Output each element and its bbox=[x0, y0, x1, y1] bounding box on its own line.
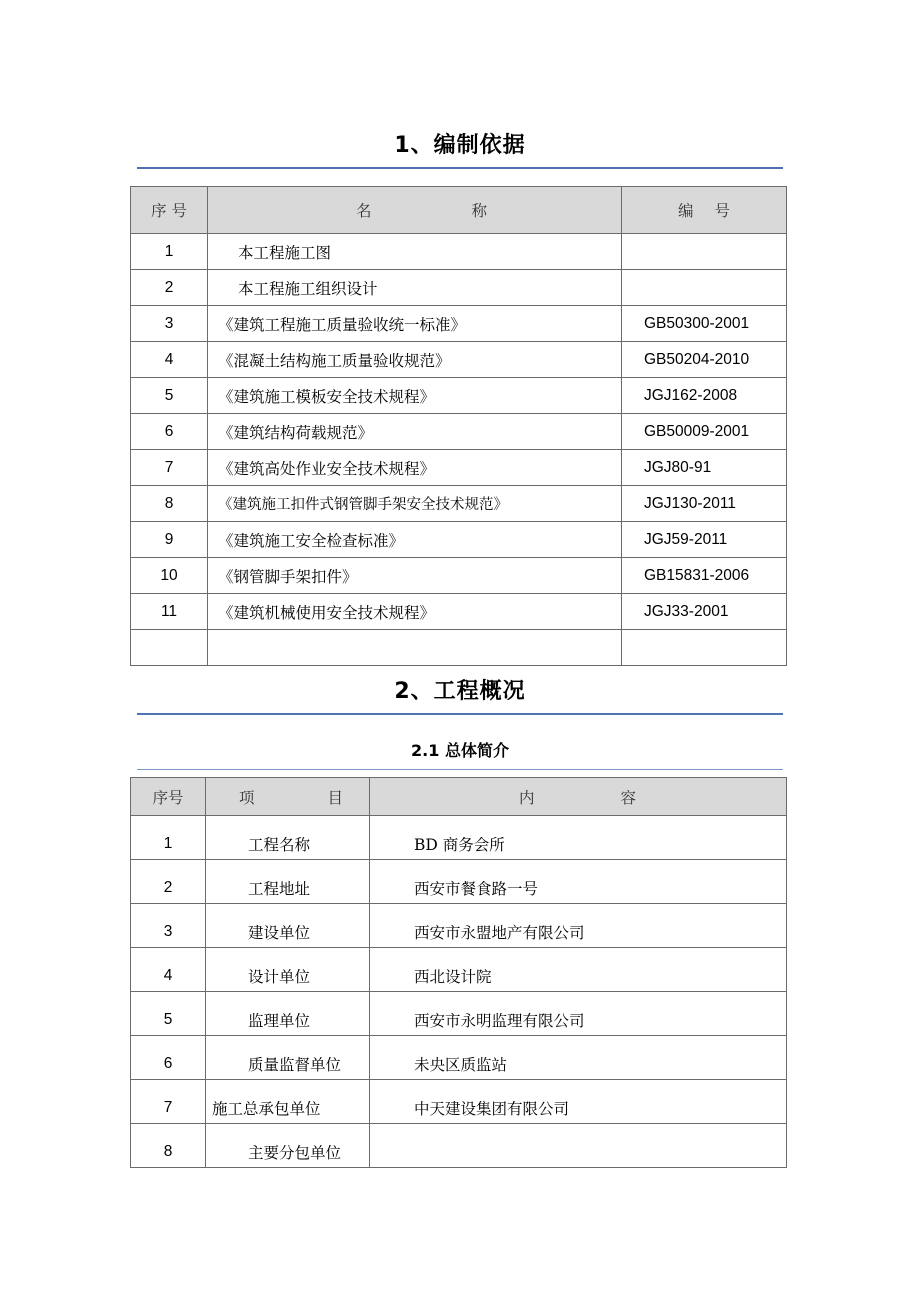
table-row bbox=[131, 342, 787, 378]
subsection-title: 2.1 总体简介 bbox=[411, 741, 509, 760]
row-item: 质量监督单位 bbox=[206, 1036, 370, 1080]
row-code: JGJ33-2001 bbox=[622, 594, 787, 630]
table-row bbox=[131, 948, 787, 992]
table-row bbox=[131, 522, 787, 558]
row-no bbox=[131, 630, 208, 666]
row-content: 西北设计院 bbox=[370, 948, 787, 992]
row-name: 《建筑工程施工质量验收统一标准》 bbox=[208, 306, 622, 342]
header-content bbox=[370, 778, 787, 816]
table-header-row bbox=[131, 778, 787, 816]
table-header-row bbox=[131, 187, 787, 234]
row-item: 设计单位 bbox=[206, 948, 370, 992]
row-code: JGJ80-91 bbox=[622, 450, 787, 486]
row-name: 《钢管脚手架扣件》 bbox=[208, 558, 622, 594]
header-code-right: 号 bbox=[714, 202, 730, 220]
row-code: GB15831-2006 bbox=[622, 558, 787, 594]
row-code bbox=[622, 630, 787, 666]
row-name: 《建筑施工安全检查标准》 bbox=[208, 522, 622, 558]
table-row bbox=[131, 378, 787, 414]
header-no: 序 号 bbox=[131, 187, 208, 234]
header-name-right: 称 bbox=[471, 202, 487, 220]
table-row bbox=[131, 904, 787, 948]
row-code: JGJ130-2011 bbox=[622, 486, 787, 522]
section-1-title: 1、编制依据 bbox=[394, 133, 526, 158]
reference-standards-table bbox=[130, 186, 787, 666]
row-code: JGJ59-2011 bbox=[622, 522, 787, 558]
header-code bbox=[622, 187, 787, 234]
row-item: 主要分包单位 bbox=[206, 1124, 370, 1168]
project-overview-table bbox=[130, 777, 787, 1168]
row-content: 中天建设集团有限公司 bbox=[370, 1080, 787, 1124]
row-item: 建设单位 bbox=[206, 904, 370, 948]
row-name: 本工程施工图 bbox=[208, 234, 622, 270]
section-2-divider bbox=[137, 713, 783, 715]
row-no: 2 bbox=[131, 270, 208, 306]
row-code: GB50009-2001 bbox=[622, 414, 787, 450]
row-no: 4 bbox=[131, 342, 208, 378]
table-row bbox=[131, 270, 787, 306]
table-row bbox=[131, 860, 787, 904]
row-name: 《建筑机械使用安全技术规程》 bbox=[208, 594, 622, 630]
row-name: 《建筑施工模板安全技术规程》 bbox=[208, 378, 622, 414]
row-name: 《建筑施工扣件式钢管脚手架安全技术规范》 bbox=[208, 486, 622, 522]
table-row bbox=[131, 414, 787, 450]
row-no: 1 bbox=[131, 234, 208, 270]
header-item-right: 目 bbox=[327, 788, 343, 807]
row-no: 5 bbox=[131, 992, 206, 1036]
header-item bbox=[206, 778, 370, 816]
table-row bbox=[131, 1080, 787, 1124]
table-row bbox=[131, 816, 787, 860]
row-content: 西安市永明监理有限公司 bbox=[370, 992, 787, 1036]
row-item: 监理单位 bbox=[206, 992, 370, 1036]
header-no: 序号 bbox=[131, 778, 206, 816]
row-content: 西安市餐食路一号 bbox=[370, 860, 787, 904]
row-no: 5 bbox=[131, 378, 208, 414]
section-2-title: 2、工程概况 bbox=[394, 679, 526, 704]
table-row bbox=[131, 234, 787, 270]
row-no: 3 bbox=[131, 904, 206, 948]
table-row bbox=[131, 486, 787, 522]
row-no: 7 bbox=[131, 1080, 206, 1124]
row-name: 《混凝土结构施工质量验收规范》 bbox=[208, 342, 622, 378]
table-row bbox=[131, 594, 787, 630]
row-content: BD 商务会所 bbox=[370, 816, 787, 860]
row-no: 6 bbox=[131, 1036, 206, 1080]
header-name bbox=[208, 187, 622, 234]
row-no: 11 bbox=[131, 594, 208, 630]
row-item: 工程名称 bbox=[206, 816, 370, 860]
row-code: GB50300-2001 bbox=[622, 306, 787, 342]
table-row bbox=[131, 992, 787, 1036]
subsection-divider bbox=[137, 769, 783, 770]
header-content-right: 容 bbox=[620, 788, 636, 807]
row-name: 《建筑结构荷载规范》 bbox=[208, 414, 622, 450]
row-no: 1 bbox=[131, 816, 206, 860]
row-code bbox=[622, 270, 787, 306]
row-no: 3 bbox=[131, 306, 208, 342]
row-content: 西安市永盟地产有限公司 bbox=[370, 904, 787, 948]
table-row bbox=[131, 450, 787, 486]
row-no: 2 bbox=[131, 860, 206, 904]
table-row bbox=[131, 1124, 787, 1168]
row-item: 工程地址 bbox=[206, 860, 370, 904]
row-name: 本工程施工组织设计 bbox=[208, 270, 622, 306]
row-no: 8 bbox=[131, 486, 208, 522]
header-item-left: 项 bbox=[239, 788, 255, 807]
row-no: 8 bbox=[131, 1124, 206, 1168]
header-content-left: 内 bbox=[519, 788, 535, 807]
row-content: 未央区质监站 bbox=[370, 1036, 787, 1080]
row-no: 4 bbox=[131, 948, 206, 992]
header-name-left: 名 bbox=[356, 202, 372, 220]
header-code-left: 编 bbox=[678, 202, 694, 220]
table-row bbox=[131, 630, 787, 666]
row-no: 7 bbox=[131, 450, 208, 486]
row-code: GB50204-2010 bbox=[622, 342, 787, 378]
row-no: 9 bbox=[131, 522, 208, 558]
row-code: JGJ162-2008 bbox=[622, 378, 787, 414]
table-row bbox=[131, 1036, 787, 1080]
section-1-divider bbox=[137, 167, 783, 169]
row-name: 《建筑高处作业安全技术规程》 bbox=[208, 450, 622, 486]
row-item: 施工总承包单位 bbox=[206, 1080, 370, 1124]
table-row bbox=[131, 306, 787, 342]
table-row bbox=[131, 558, 787, 594]
row-name bbox=[208, 630, 622, 666]
row-no: 10 bbox=[131, 558, 208, 594]
row-content bbox=[370, 1124, 787, 1168]
row-no: 6 bbox=[131, 414, 208, 450]
row-code bbox=[622, 234, 787, 270]
